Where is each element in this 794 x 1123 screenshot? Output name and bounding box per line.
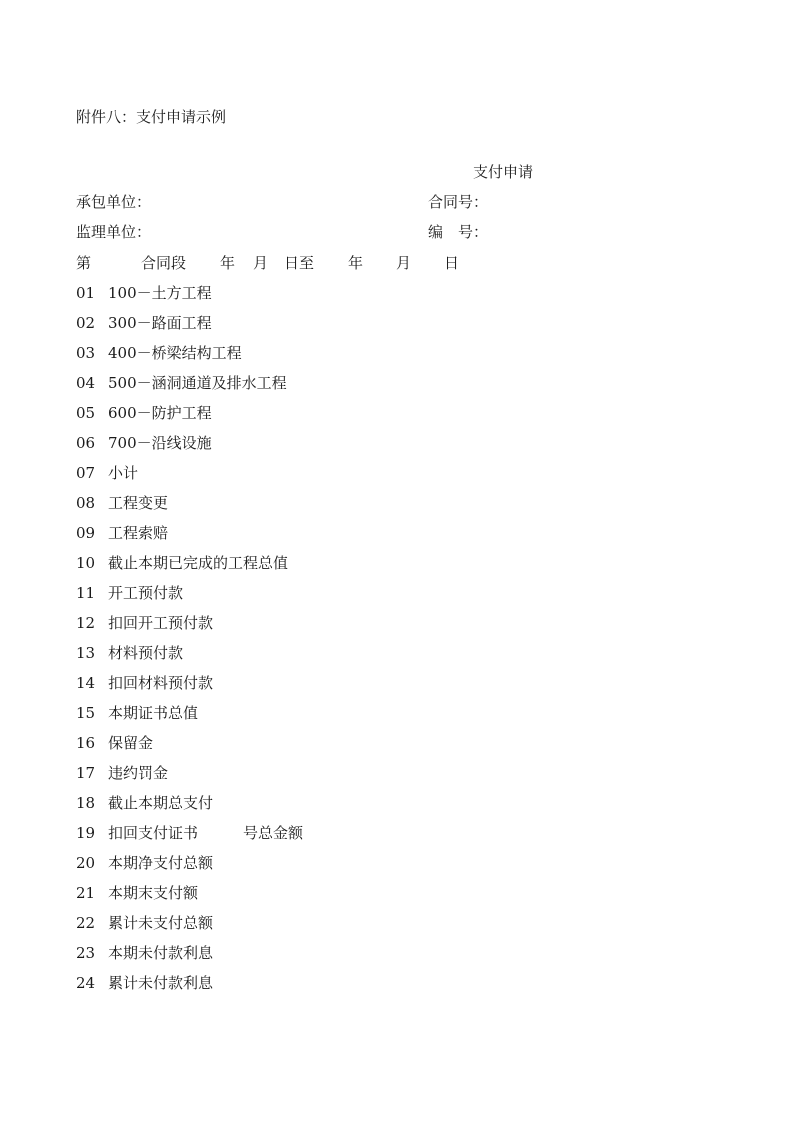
list-item (76, 822, 303, 852)
item-label: 600－防护工程 (108, 404, 212, 422)
item-label: 违约罚金 (108, 764, 169, 782)
item-number: 24 (76, 974, 96, 992)
supervisor-label: 监理单位： (76, 223, 152, 241)
item-label: 工程变更 (108, 494, 169, 512)
item-number: 09 (76, 524, 96, 542)
item-number: 06 (76, 434, 96, 452)
period-section: 合同段 (141, 254, 187, 272)
period-month-start: 月 (253, 254, 269, 272)
payment-items-list (76, 282, 303, 1002)
item-number: 16 (76, 734, 96, 752)
list-item (76, 582, 303, 612)
item-label: 小计 (108, 464, 139, 482)
item-label: 保留金 (108, 734, 154, 752)
list-item (76, 552, 303, 582)
item-label: 本期末支付额 (108, 884, 199, 902)
item-number: 17 (76, 764, 96, 782)
supervisor-row (76, 221, 716, 243)
serial-no-label: 编 号： (428, 223, 489, 241)
attachment-title: 附件八：支付申请示例 (76, 108, 227, 126)
item-number: 18 (76, 794, 96, 812)
item-label: 累计未支付总额 (108, 914, 214, 932)
list-item (76, 942, 303, 972)
item-label: 700－沿线设施 (108, 434, 212, 452)
item-label: 截止本期已完成的工程总值 (108, 554, 289, 572)
list-item (76, 492, 303, 522)
item-label: 工程索赔 (108, 524, 169, 542)
period-di: 第 (76, 254, 92, 272)
period-year-start: 年 (220, 254, 236, 272)
list-item (76, 462, 303, 492)
item-label: 截止本期总支付 (108, 794, 214, 812)
item-label: 本期净支付总额 (108, 854, 214, 872)
item-label: 扣回材料预付款 (108, 674, 214, 692)
item-label: 本期证书总值 (108, 704, 199, 722)
period-day-to: 日至 (284, 254, 315, 272)
item-number: 10 (76, 554, 96, 572)
list-item (76, 762, 303, 792)
list-item (76, 882, 303, 912)
item-label: 400－桥梁结构工程 (108, 344, 242, 362)
list-item (76, 792, 303, 822)
list-item (76, 912, 303, 942)
item-label: 开工预付款 (108, 584, 184, 602)
item-label: 100－土方工程 (108, 284, 212, 302)
contract-no-label: 合同号： (428, 193, 489, 211)
list-item (76, 282, 303, 312)
item-label: 扣回开工预付款 (108, 614, 214, 632)
item-number: 13 (76, 644, 96, 662)
item-number: 02 (76, 314, 96, 332)
list-item (76, 702, 303, 732)
item-number: 11 (76, 584, 96, 602)
list-item (76, 972, 303, 1002)
list-item (76, 342, 303, 372)
list-item (76, 672, 303, 702)
item-label: 扣回支付证书 号总金额 (108, 824, 304, 842)
item-number: 05 (76, 404, 96, 422)
item-number: 03 (76, 344, 96, 362)
item-number: 19 (76, 824, 96, 842)
list-item (76, 522, 303, 552)
contractor-row (76, 191, 716, 213)
list-item (76, 612, 303, 642)
item-number: 12 (76, 614, 96, 632)
item-label: 本期未付款利息 (108, 944, 214, 962)
document-title: 支付申请 (473, 163, 534, 181)
period-day-end: 日 (444, 254, 460, 272)
item-number: 23 (76, 944, 96, 962)
list-item (76, 402, 303, 432)
item-number: 15 (76, 704, 96, 722)
period-month-end: 月 (396, 254, 412, 272)
period-year-end: 年 (348, 254, 364, 272)
item-number: 04 (76, 374, 96, 392)
item-number: 20 (76, 854, 96, 872)
list-item (76, 372, 303, 402)
list-item (76, 312, 303, 342)
list-item (76, 852, 303, 882)
item-label: 累计未付款利息 (108, 974, 214, 992)
item-label: 300－路面工程 (108, 314, 212, 332)
list-item (76, 732, 303, 762)
contractor-label: 承包单位： (76, 193, 152, 211)
item-number: 22 (76, 914, 96, 932)
item-number: 01 (76, 284, 96, 302)
list-item (76, 642, 303, 672)
item-label: 500－涵洞通道及排水工程 (108, 374, 287, 392)
item-label: 材料预付款 (108, 644, 184, 662)
item-number: 21 (76, 884, 96, 902)
item-number: 14 (76, 674, 96, 692)
item-number: 08 (76, 494, 96, 512)
item-number: 07 (76, 464, 96, 482)
list-item (76, 432, 303, 462)
